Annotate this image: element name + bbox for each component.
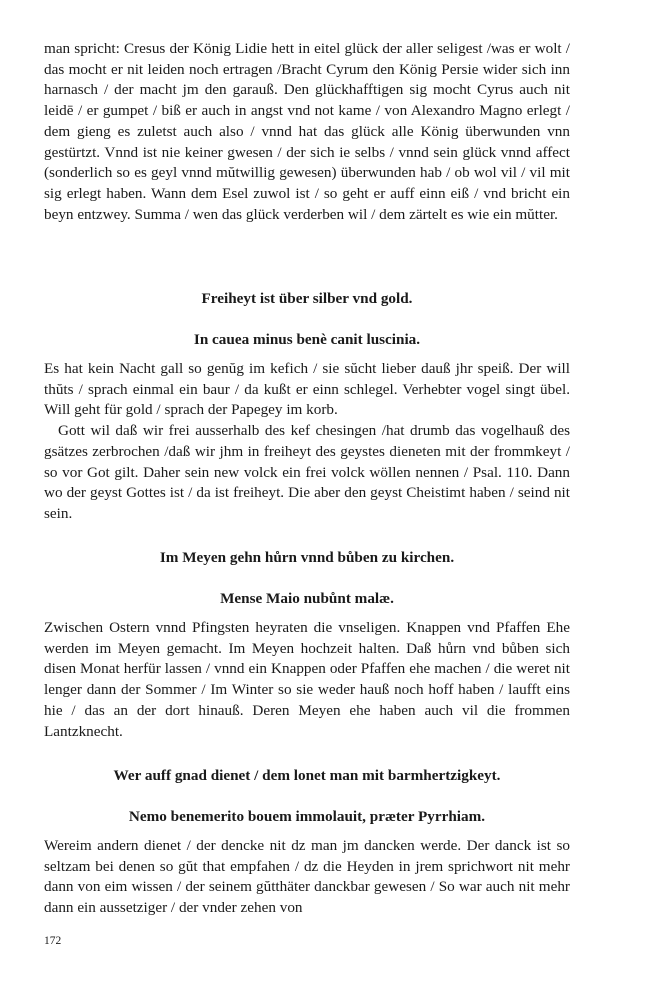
opening-section — [44, 39, 570, 225]
proverb-heading: Freiheyt ist über silber vnd gold. — [201, 290, 413, 307]
proverb-heading: Wer auff gnad dienet / dem lonet man mit barmhertzigkeyt. — [113, 767, 501, 784]
proverb-section — [44, 359, 570, 525]
body-paragraph: Wereim andern dienet / der dencke nit dz man jm dancken werde. Der danck ist so seltzam bei denen so gŭt that empfahen / dz die Heyden in jrem sprichwort nit mehr dann von eim wissen / der seinem gŭtthäter danckbar gewesen / So war auch nit mehr dann ein aussetziger / der vnder zehen von — [44, 837, 570, 917]
latin-proverb-heading: Mense Maio nubůnt malæ. — [220, 590, 394, 607]
body-paragraph: man spricht: Cresus der König Lidie hett in eitel glück der aller seligest /was er wolt / das mocht er nit leiden noch ertragen /Bracht Cyrum den König Persie wider sich inn harnasch / der macht jm den garauß. Den glückhafftigen sig mocht Cyrus auch nit leidē / er gumpet / biß er auch in angst vnd not kame / von Alexandro Magno erlegt / dem gieng es zuletst auch also / vnnd hat das glück alle König überwunden vnn gestürtzt. Vnnd ist nie keiner gwesen / der sich ie selbs / vnnd sein glück vnnd affect (sonderlich so es geyl vnnd mŭtwillig gewesen) überwunden hab / ob wol vil / vil mit sig erlegt haben. Wann dem Esel zuwol ist / so geht er auff einn eiß / vnd bricht ein beyn entzwey. Summa / wen das glück verderben wil / dem zärtelt es wie ein mŭtter. — [44, 40, 570, 223]
proverb-heading: Im Meyen gehn hůrn vnnd bůben zu kirchen. — [159, 549, 455, 566]
proverb-section — [44, 836, 570, 919]
page-number: 172 — [44, 935, 62, 947]
body-paragraph: Es hat kein Nacht gall so genŭg im kefich / sie sŭcht lieber dauß jhr speiß. Der will thŭts / sprach einmal ein baur / da kußt er einn schlegel. Verhebter vogel singt übel. Will geht für gold / sprach der Papegey im korb. — [44, 360, 570, 419]
latin-proverb-heading: In cauea minus benè canit luscinia. — [193, 331, 421, 348]
body-paragraph: Zwischen Ostern vnnd Pfingsten heyraten die vnseligen. Knappen vnd Pfaffen Ehe werden im Meyen gemacht. Im Meyen hochzeit halten. Daß hůrn vnd bůben sich disen Monat herfür lassen / vnnd ein Knappen oder Pfaffen ehe machen / die weret nit lenger dann der Sommer / Im Winter so sie weder hauß noch hoff haben / laufft eins hie / das an der dort hinauß. Deren Meyen ehe haben auch vil die frommen Lantzknecht. — [44, 619, 570, 740]
latin-proverb-heading: Nemo benemerito bouem immolauit, præter Pyrrhiam. — [128, 808, 486, 825]
body-paragraph: Gott wil daß wir frei ausserhalb des kef chesingen /hat drumb das vogelhauß des gsätzes zerbrochen /daß wir jhm in freiheyt des geystes dieneten mit der frommkeyt / so vor Got gilt. Daher sein new volck ein frei volck wöllen nennen / Psal. 110. Dann wo der geyst Gottes ist / da ist freiheyt. Die aber den geyst Cheistimt haben / seind nit sein. — [44, 422, 570, 522]
proverb-section — [44, 618, 570, 742]
